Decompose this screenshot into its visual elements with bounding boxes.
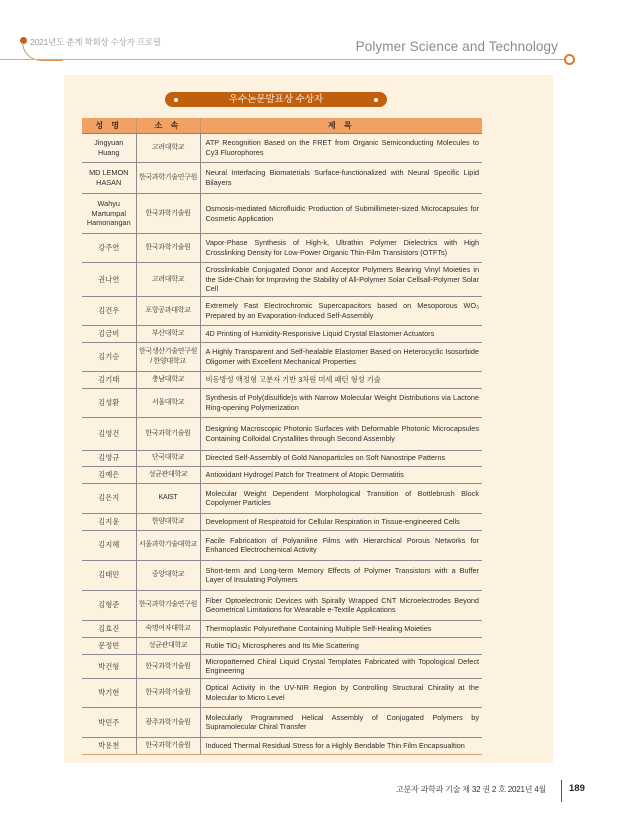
- awardee-affiliation: 성균관대학교: [136, 637, 200, 654]
- award-title-banner: [165, 92, 387, 107]
- header-divider: [0, 59, 565, 60]
- table-header-row: [82, 118, 482, 134]
- table-row: [82, 466, 482, 483]
- awardee-affiliation: 고려대학교: [136, 134, 200, 163]
- awardee-affiliation: KAIST: [136, 483, 200, 513]
- paper-title: Neural Interfacing Biomaterials Surface-functionalized with Neural Specific Lipid Bilayers: [200, 163, 482, 194]
- table-row: [82, 417, 482, 450]
- awardee-affiliation: 한국과학기술원: [136, 194, 200, 234]
- awardee-affiliation: 한국생산기술연구원 / 한양대학교: [136, 342, 200, 371]
- awardee-name: Wahyu Martumpal Hamonangan: [82, 194, 136, 234]
- table-row: [82, 325, 482, 342]
- paper-title: Optical Activity in the UV-NIR Region by Controlling Structural Chirality at the Molecular to Micro Level: [200, 678, 482, 707]
- paper-title: ATP Recognition Based on the FRET from Organic Semiconducting Molecules to Cy3 Fluorophores: [200, 134, 482, 163]
- awardee-name: 권나연: [82, 263, 136, 297]
- awardee-name: 김태민: [82, 560, 136, 590]
- table-row: [82, 163, 482, 194]
- award-title: 우수논문발표상 수상자: [228, 94, 324, 105]
- awardee-name: 김영규: [82, 450, 136, 466]
- awardee-affiliation: 서울대학교: [136, 388, 200, 417]
- table-row: [82, 620, 482, 637]
- awardee-name: 박기현: [82, 678, 136, 707]
- awardee-affiliation: 성균관대학교: [136, 466, 200, 483]
- column-header-name: 성 명: [82, 118, 136, 134]
- awardee-affiliation: 숙명여자대학교: [136, 620, 200, 637]
- table-row: [82, 134, 482, 163]
- awardee-affiliation: 포항공과대학교: [136, 296, 200, 325]
- column-header-affiliation: 소 속: [136, 118, 200, 134]
- awardee-name: 박용천: [82, 737, 136, 754]
- banner-dot-icon: [374, 98, 378, 102]
- awardee-name: 김지혜: [82, 530, 136, 560]
- paper-title: Facile Fabrication of Polyaniline Films with Hierarchical Porous Networks for Enhanced Electrochemical Activity: [200, 530, 482, 560]
- paper-title: Short-term and Long-term Memory Effects of Polymer Transistors with a Buffer Layer of Insulating Polymers: [200, 560, 482, 590]
- awardee-affiliation: 고려대학교: [136, 263, 200, 297]
- table-row: [82, 483, 482, 513]
- awardee-affiliation: 한국과학기술원: [136, 234, 200, 263]
- awardee-affiliation: 한국과학기술원: [136, 678, 200, 707]
- awardee-affiliation: 서울과학기술대학교: [136, 530, 200, 560]
- paper-title: Osmosis-mediated Microfluidic Production of Submillimeter-sized Microcapsules for Cosmetic Application: [200, 194, 482, 234]
- table-row: [82, 530, 482, 560]
- table-row: [82, 513, 482, 530]
- awardee-affiliation: 부산대학교: [136, 325, 200, 342]
- awardee-affiliation: 한국과학기술원: [136, 737, 200, 754]
- table-row: [82, 678, 482, 707]
- awardee-name: 김예은: [82, 466, 136, 483]
- awardee-name: 김은지: [82, 483, 136, 513]
- awardee-name: 박민주: [82, 707, 136, 737]
- awardee-affiliation: 한양대학교: [136, 513, 200, 530]
- page-number: 189: [569, 783, 585, 794]
- paper-title: Designing Macroscopic Photonic Surfaces with Deformable Photonic Microcapsules Containing Colloidal Crystallites through Second Assembly: [200, 417, 482, 450]
- table-row: [82, 371, 482, 388]
- awardee-affiliation: 한국과학기술연구원: [136, 163, 200, 194]
- awardee-name: 강주연: [82, 234, 136, 263]
- awardee-affiliation: 중앙대학교: [136, 560, 200, 590]
- table-row: [82, 560, 482, 590]
- table-row: [82, 263, 482, 297]
- banner-dot-icon: [174, 98, 178, 102]
- awardee-affiliation: 한국과학기술원: [136, 654, 200, 678]
- paper-title: Molecular Weight Dependent Morphological Transition of Bottlebrush Block Copolymer Particles: [200, 483, 482, 513]
- paper-title: Micropatterned Chiral Liquid Crystal Templates Fabricated with Topological Defect Engineering: [200, 654, 482, 678]
- awardee-name: 김지윤: [82, 513, 136, 530]
- paper-title: 비등방성 액정형 고분자 기반 3차원 미세 패턴 형성 기술: [200, 371, 482, 388]
- footer-divider: [561, 780, 562, 802]
- journal-issue: 고분자 과학과 기술 제 32 권 2 호 2021년 4월: [396, 785, 547, 794]
- section-label: 2021년도 춘계 학회상 수상자 프로필: [30, 37, 161, 47]
- journal-title: Polymer Science and Technology: [355, 39, 558, 54]
- paper-title: Antioxidant Hydrogel Patch for Treatment of Atopic Dermatitis: [200, 466, 482, 483]
- awardee-name: 김영건: [82, 417, 136, 450]
- column-header-title: 제 목: [200, 118, 482, 134]
- table-row: [82, 296, 482, 325]
- awardee-name: 김성환: [82, 388, 136, 417]
- awardee-name: 문정빈: [82, 637, 136, 654]
- paper-title: Rutile TiO₂ Microspheres and Its Mie Scattering: [200, 637, 482, 654]
- awardee-table: [82, 118, 482, 755]
- awardee-name: 김효진: [82, 620, 136, 637]
- paper-title: Molecularly Programmed Helical Assembly of Conjugated Polymers by Supramolecular Chiral Transfer: [200, 707, 482, 737]
- awardee-affiliation: 광주과학기술원: [136, 707, 200, 737]
- table-row: [82, 450, 482, 466]
- awardee-name: 김기승: [82, 342, 136, 371]
- paper-title: Directed Self-Assembly of Gold Nanoparticles on Soft Nanostripe Patterns: [200, 450, 482, 466]
- awardee-affiliation: 단국대학교: [136, 450, 200, 466]
- table-row: [82, 388, 482, 417]
- paper-title: Vapor-Phase Synthesis of High-k, Ultrathin Polymer Dielectrics with High Crosslinking Density for Low-Power Organic Thin-Film Transistors (OTFTs): [200, 234, 482, 263]
- paper-title: Development of Respiratoid for Cellular Respiration in Tissue-engineered Cells: [200, 513, 482, 530]
- header-ring-icon: [564, 54, 575, 65]
- paper-title: Fiber Optoelectronic Devices with Spirally Wrapped CNT Microelectrodes Beyond Geometrical Limitations for Wearable e-Textile Applications: [200, 590, 482, 620]
- paper-title: Synthesis of Poly(disulfide)s with Narrow Molecular Weight Distributions via Lactone Ring-opening Polymerization: [200, 388, 482, 417]
- paper-title: A Highly Transparent and Self-healable Elastomer Based on Heterocyclic Isosorbide Oligomer with Excellent Mechanical Properties: [200, 342, 482, 371]
- paper-title: Induced Thermal Residual Stress for a Highly Bendable Thin Film Encapsualtion: [200, 737, 482, 754]
- table-row: [82, 737, 482, 754]
- awardee-name: 김형준: [82, 590, 136, 620]
- table-row: [82, 342, 482, 371]
- table-row: [82, 590, 482, 620]
- awardee-name: MD LEMON HASAN: [82, 163, 136, 194]
- paper-title: Extremely Fast Electrochromic Supercapacitors based on Mesoporous WO₃ Prepared by an Evaporation-Induced Self-Assembly: [200, 296, 482, 325]
- paper-title: Thermoplastic Polyurethane Containing Multiple Self-Healing Moieties: [200, 620, 482, 637]
- paper-title: 4D Printing of Humidity-Responsive Liquid Crystal Elastomer Actuators: [200, 325, 482, 342]
- table-row: [82, 234, 482, 263]
- awardee-name: Jingyuan Huang: [82, 134, 136, 163]
- awardee-affiliation: 충남대학교: [136, 371, 200, 388]
- table-row: [82, 654, 482, 678]
- table-row: [82, 707, 482, 737]
- paper-title: Crosslinkable Conjugated Donor and Acceptor Polymers Bearing Vinyl Moieties in the Side-Chain for Improving the Stability of All-Polymer Solar Cellsall-Polymer Solar Cell: [200, 263, 482, 297]
- awardee-affiliation: 한국과학기술연구원: [136, 590, 200, 620]
- awardee-affiliation: 한국과학기술원: [136, 417, 200, 450]
- table-row: [82, 194, 482, 234]
- table-body: [82, 134, 482, 755]
- table-row: [82, 637, 482, 654]
- awardee-name: 김기태: [82, 371, 136, 388]
- awardee-name: 김금비: [82, 325, 136, 342]
- awardee-name: 김건우: [82, 296, 136, 325]
- awardee-name: 박건형: [82, 654, 136, 678]
